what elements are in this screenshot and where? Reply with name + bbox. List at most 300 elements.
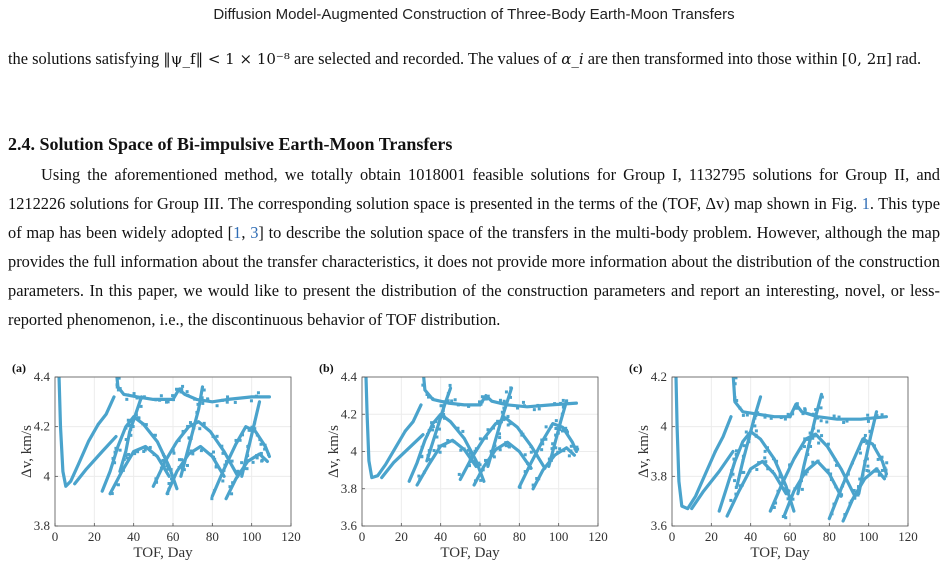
scatter-point: [123, 458, 126, 461]
scatter-point: [508, 444, 511, 447]
scatter-point: [432, 425, 435, 428]
scatter-point: [469, 459, 472, 462]
scatter-point: [178, 439, 181, 442]
scatter-point: [240, 461, 243, 464]
x-axis-label: TOF, Day: [133, 545, 193, 561]
scatter-points: [366, 369, 579, 489]
scatter-point: [873, 444, 876, 447]
scatter-point: [804, 408, 807, 411]
scatter-point: [524, 470, 527, 473]
paragraph-1: [8, 44, 940, 74]
scatter-point: [443, 400, 446, 403]
scatter-point: [750, 429, 753, 432]
scatter-point: [255, 395, 258, 398]
scatter-point: [433, 449, 436, 452]
scatter-point: [505, 390, 508, 393]
scatter-point: [817, 460, 820, 463]
scatter-point: [853, 489, 856, 492]
x-tick-label: 20: [394, 529, 408, 544]
scatter-point: [538, 407, 541, 410]
scatter-point: [559, 402, 562, 405]
scatter-point: [812, 413, 815, 416]
scatter-point: [780, 483, 783, 486]
scatter-point: [502, 407, 505, 410]
scatter-point: [811, 461, 814, 464]
scatter-point: [565, 399, 568, 402]
scatter-point: [474, 450, 477, 453]
scatter-point: [246, 454, 249, 457]
y-tick-label: 4.2: [340, 406, 357, 422]
scatter-point: [243, 467, 246, 470]
scatter-point: [825, 420, 828, 423]
scatter-point: [858, 447, 861, 450]
scatter-point: [566, 431, 569, 434]
y-axis-label: Δv, km/s: [636, 425, 652, 478]
scatter-point: [806, 453, 809, 456]
scatter-point: [851, 461, 854, 464]
scatter-point: [741, 459, 744, 462]
scatter-point: [439, 416, 442, 419]
x-tick-label: 0: [358, 529, 366, 544]
scatter-point: [499, 402, 502, 405]
x-tick-label: 100: [241, 529, 262, 544]
scatter-point: [814, 408, 817, 411]
scatter-point: [461, 430, 464, 433]
scatter-point: [446, 439, 449, 442]
scatter-point: [857, 485, 860, 488]
scatter-point: [434, 420, 437, 423]
scatter-point: [787, 497, 790, 500]
scatter-point: [178, 466, 181, 469]
scatter-point: [562, 406, 565, 409]
scatter-point: [166, 464, 169, 467]
scatter-point: [561, 429, 564, 432]
scatter-point: [193, 398, 196, 401]
scatter-point: [742, 414, 745, 417]
scatter-point: [172, 452, 175, 455]
scatter-point: [457, 403, 460, 406]
scatter-point: [774, 502, 777, 505]
scatter-point: [803, 445, 806, 448]
scatter-point: [781, 479, 784, 482]
scatter-point: [421, 446, 424, 449]
scatter-point: [215, 465, 218, 468]
scatter-point: [186, 390, 189, 393]
x-tick-label: 100: [858, 529, 879, 544]
scatter-point: [573, 447, 576, 450]
scatter-point: [155, 481, 158, 484]
scatter-point: [153, 453, 156, 456]
scatter-point: [181, 467, 184, 470]
x-tick-label: 80: [512, 529, 526, 544]
scatter-point: [735, 449, 738, 452]
scatter-point: [144, 448, 147, 451]
solution-branch-6: [102, 417, 177, 492]
scatter-point: [170, 468, 173, 471]
scatter-point: [250, 399, 253, 402]
scatter-point: [555, 419, 558, 422]
scatter-point: [866, 457, 869, 460]
scatter-point: [149, 446, 152, 449]
scatter-point: [862, 440, 865, 443]
scatter-point: [187, 436, 190, 439]
scatter-point: [763, 456, 766, 459]
scatter-point: [456, 427, 459, 430]
scatter-point: [843, 478, 846, 481]
solution-branch-2: [715, 417, 731, 452]
scatter-point: [499, 399, 502, 402]
scatter-point: [452, 440, 455, 443]
scatter-point: [791, 412, 794, 415]
scatter-point: [228, 485, 231, 488]
scatter-point: [420, 455, 423, 458]
y-tick-label: 3.8: [33, 518, 50, 533]
scatter-point: [196, 403, 199, 406]
scatter-point: [800, 479, 803, 482]
solution-branch-1: [366, 373, 405, 477]
scatter-point: [834, 485, 837, 488]
scatter-point: [418, 478, 421, 481]
scatter-point: [258, 438, 261, 441]
solution-branch-6: [409, 414, 484, 481]
scatter-point: [731, 473, 734, 476]
x-tick-label: 40: [744, 529, 758, 544]
scatter-point: [430, 421, 433, 424]
scatter-point: [540, 448, 543, 451]
scatter-point: [865, 469, 868, 472]
y-tick-label: 3.8: [340, 480, 357, 496]
scatter-point: [747, 440, 750, 443]
scatter-point: [526, 462, 529, 465]
scatter-point: [231, 481, 234, 484]
x-tick-label: 120: [898, 529, 918, 544]
scatter-point: [784, 418, 787, 421]
scatter-point: [437, 445, 440, 448]
scatter-point: [221, 479, 224, 482]
scatter-point: [764, 460, 767, 463]
scatter-point: [503, 400, 506, 403]
paragraph-1-text-b: are selected and recorded. The values of: [289, 49, 562, 68]
scatter-point: [842, 421, 845, 424]
scatter-point: [124, 454, 127, 457]
scatter-point: [522, 401, 525, 404]
scatter-point: [145, 423, 148, 426]
scatter-point: [858, 478, 861, 481]
scatter-point: [509, 422, 512, 425]
scatter-point: [829, 472, 832, 475]
scatter-point: [832, 503, 835, 506]
scatter-point: [190, 450, 193, 453]
scatter-point: [866, 465, 869, 468]
scatter-point: [160, 394, 163, 397]
scatter-point: [821, 396, 824, 399]
scatter-point: [467, 449, 470, 452]
scatter-point: [223, 463, 226, 466]
scatter-point: [817, 430, 820, 433]
figure-reference-link[interactable]: 1: [861, 194, 870, 213]
scatter-point: [139, 398, 142, 401]
paragraph-2-text-a: Using the aforementioned method, we totally obtain 1018001 feasible solutions for Group I, 1132795 solutions for Group II, and 1212226 solutions for Group III. The corresponding solution space is presented in the terms of the (TOF, Δv) map shown in Fig.: [8, 165, 940, 213]
paragraph-2: [8, 160, 940, 334]
scatter-point: [463, 447, 466, 450]
scatter-point: [787, 413, 790, 416]
scatter-point: [493, 455, 496, 458]
scatter-point: [877, 458, 880, 461]
scatter-point: [763, 414, 766, 417]
section-number: 2.4.: [8, 134, 35, 154]
scatter-point: [154, 398, 157, 401]
scatter-point: [234, 401, 237, 404]
scatter-point: [257, 391, 260, 394]
scatter-point: [875, 414, 878, 417]
scatter-point: [849, 502, 852, 505]
citation-link-3[interactable]: 3: [250, 223, 259, 242]
scatter-point: [779, 473, 782, 476]
scatter-point: [117, 483, 120, 486]
scatter-point: [486, 428, 489, 431]
citation-link-1[interactable]: 1: [233, 223, 242, 242]
scatter-point: [859, 452, 862, 455]
scatter-point: [498, 436, 501, 439]
scatter-point: [166, 468, 169, 471]
scatter-point: [264, 444, 267, 447]
scatter-point: [746, 414, 749, 417]
scatter-point: [127, 419, 130, 422]
scatter-point: [423, 471, 426, 474]
scatter-point: [820, 419, 823, 422]
scatter-point: [841, 484, 844, 487]
scatter-point: [754, 414, 757, 417]
scatter-point: [195, 411, 198, 414]
scatter-panel-1: [12, 361, 301, 561]
scatter-point: [816, 417, 819, 420]
scatter-point: [735, 486, 738, 489]
scatter-point: [154, 477, 157, 480]
scatter-point: [742, 471, 745, 474]
scatter-point: [170, 477, 173, 480]
scatter-point: [479, 437, 482, 440]
scatter-point: [143, 395, 146, 398]
scatter-point: [833, 415, 836, 418]
scatter-point: [167, 400, 170, 403]
scatter-point: [834, 458, 837, 461]
scatter-point: [830, 512, 833, 515]
section-heading: [8, 134, 452, 155]
solution-branch-8: [770, 434, 855, 511]
scatter-point: [450, 399, 453, 402]
scatter-point: [863, 437, 866, 440]
paragraph-1-text-d: rad.: [891, 49, 922, 68]
scatter-point: [420, 373, 423, 376]
x-tick-label: 40: [127, 529, 141, 544]
scatter-point: [748, 437, 751, 440]
scatter-points: [676, 372, 888, 521]
x-tick-label: 40: [434, 529, 448, 544]
scatter-point: [530, 451, 533, 454]
scatter-point: [189, 421, 192, 424]
panel-label: (a): [12, 361, 26, 375]
scatter-point: [447, 392, 450, 395]
scatter-point: [182, 430, 185, 433]
x-tick-label: 20: [87, 529, 101, 544]
scatter-point: [126, 393, 129, 396]
scatter-point: [554, 427, 557, 430]
y-tick-label: 4.4: [340, 369, 357, 384]
scatter-point: [186, 464, 189, 467]
scatter-point: [260, 443, 263, 446]
scatter-point: [441, 444, 444, 447]
scatter-point: [788, 463, 791, 466]
y-axis-label: Δv, km/s: [326, 425, 342, 478]
scatter-point: [442, 409, 445, 412]
scatter-point: [569, 449, 572, 452]
scatter-point: [426, 433, 429, 436]
scatter-point: [729, 499, 732, 502]
scatter-point: [733, 479, 736, 482]
scatter-point: [246, 445, 249, 448]
section-title: Solution Space of Bi-impulsive Earth-Moon Transfers: [39, 134, 453, 154]
scatter-point: [735, 399, 738, 402]
scatter-point: [755, 435, 758, 438]
scatter-point: [801, 472, 804, 475]
scatter-point: [520, 434, 523, 437]
scatter-point: [119, 449, 122, 452]
scatter-point: [884, 475, 887, 478]
scatter-point: [152, 434, 155, 437]
scatter-point: [252, 461, 255, 464]
scatter-point: [770, 417, 773, 420]
paragraph-2-text-b: . This type of map has been widely adopted [: [8, 194, 940, 242]
paragraph-2-text-c: ] to describe the solution space of the transfers in the multi-body problem. However, although the map provides the full information about the transfer characteristics, it does not provide more information about the distribution of the construction parameters. In this paper, we would like to present the distribution of the construction parameters and report an interesting, novel, or less-reported phenomenon, i.e., the discontinuous behavior of TOF distribution.: [8, 223, 941, 329]
scatter-point: [771, 470, 774, 473]
scatter-point: [128, 424, 131, 427]
scatter-point: [787, 490, 790, 493]
scatter-point: [191, 452, 194, 455]
scatter-point: [220, 445, 223, 448]
scatter-point: [198, 427, 201, 430]
scatter-point: [256, 434, 259, 437]
scatter-point: [260, 452, 263, 455]
norm-expression: ‖ψ_f‖ < 1 × 10⁻⁸: [163, 50, 290, 68]
scatter-point: [885, 461, 888, 464]
solution-branch-4: [116, 367, 173, 399]
solution-branch-2: [98, 397, 114, 424]
scatter-point: [738, 407, 741, 410]
scatter-point: [775, 460, 778, 463]
scatter-point: [730, 469, 733, 472]
scatter-point: [490, 450, 493, 453]
scatter-point: [840, 493, 843, 496]
scatter-point: [501, 411, 504, 414]
angle-interval: [0, 2π]: [841, 50, 892, 68]
scatter-point: [801, 488, 804, 491]
y-tick-label: 4.4: [33, 369, 50, 384]
scatter-point: [267, 453, 270, 456]
scatter-point: [561, 413, 564, 416]
scatter-point: [541, 442, 544, 445]
scatter-point: [544, 438, 547, 441]
scatter-point: [246, 459, 249, 462]
scatter-point: [734, 382, 737, 385]
scatter-point: [253, 421, 256, 424]
scatter-point: [505, 444, 508, 447]
scatter-point: [474, 461, 477, 464]
scatter-point: [428, 458, 431, 461]
scatter-point: [830, 478, 833, 481]
scatter-point: [427, 454, 430, 457]
scatter-point: [835, 464, 838, 467]
citation-separator: ,: [241, 223, 251, 242]
x-tick-label: 60: [166, 529, 180, 544]
scatter-point: [431, 397, 434, 400]
scatter-point: [556, 451, 559, 454]
scatter-point: [507, 415, 510, 418]
scatter-point: [820, 406, 823, 409]
scatter-point: [263, 448, 266, 451]
scatter-point: [498, 432, 501, 435]
scatter-point: [438, 428, 441, 431]
scatter-point: [163, 466, 166, 469]
y-tick-label: 3.6: [650, 518, 667, 533]
scatter-point: [467, 404, 470, 407]
y-axis-label: Δv, km/s: [19, 425, 35, 478]
scatter-point: [878, 474, 881, 477]
scatter-point: [874, 470, 877, 473]
scatter-point: [748, 469, 751, 472]
scatter-point: [424, 369, 427, 372]
scatter-point: [509, 396, 512, 399]
paragraph-1-text-c: are then transformed into those within: [583, 49, 842, 68]
scatter-point: [132, 425, 135, 428]
scatter-point: [435, 436, 438, 439]
solution-branch-1: [59, 372, 98, 486]
scatter-point: [129, 434, 132, 437]
scatter-point: [114, 447, 117, 450]
scatter-point: [203, 388, 206, 391]
solution-branch-1: [676, 372, 715, 509]
scatter-point: [741, 484, 744, 487]
scatter-point: [558, 447, 561, 450]
scatter-point: [535, 454, 538, 457]
x-tick-label: 0: [51, 529, 59, 544]
x-axis-label: TOF, Day: [440, 545, 500, 561]
scatter-point: [536, 404, 539, 407]
scatter-point: [226, 401, 229, 404]
scatter-point: [742, 455, 745, 458]
scatter-point: [778, 475, 781, 478]
scatter-point: [551, 442, 554, 445]
x-tick-label: 60: [473, 529, 487, 544]
x-tick-label: 80: [822, 529, 836, 544]
scatter-point: [200, 449, 203, 452]
scatter-point: [865, 442, 868, 445]
scatter-point: [260, 460, 263, 463]
scatter-point: [479, 479, 482, 482]
scatter-point: [255, 454, 258, 457]
scatter-point: [428, 449, 431, 452]
x-tick-label: 100: [548, 529, 569, 544]
scatter-point: [431, 428, 434, 431]
scatter-point: [181, 385, 184, 388]
scatter-point: [226, 395, 229, 398]
x-tick-label: 80: [205, 529, 219, 544]
scatter-point: [756, 411, 759, 414]
scatter-point: [527, 467, 530, 470]
scatter-point: [537, 477, 540, 480]
scatter-point: [216, 435, 219, 438]
scatter-point: [175, 388, 178, 391]
y-tick-label: 4.2: [33, 418, 50, 434]
